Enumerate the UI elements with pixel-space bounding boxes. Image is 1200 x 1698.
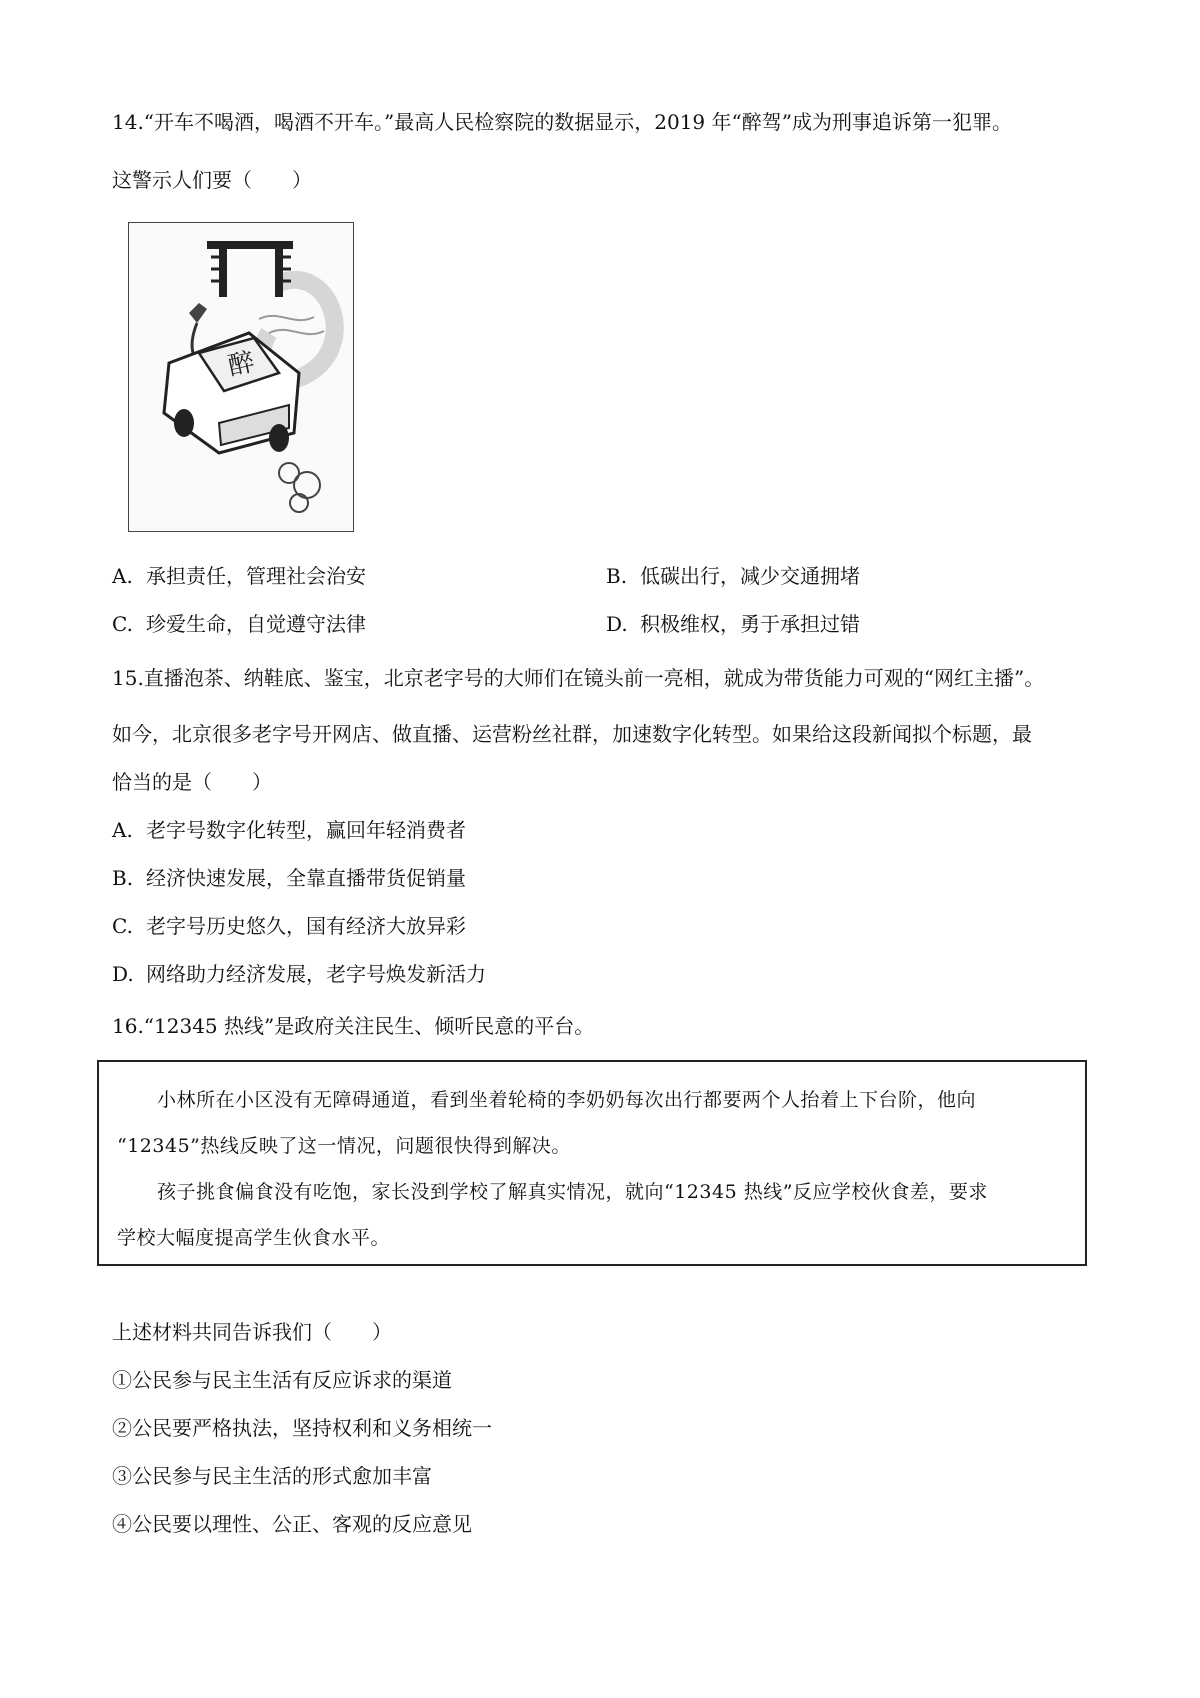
q15-stem-line1: 15.直播泡茶、纳鞋底、鉴宝，北京老字号的大师们在镜头前一亮相，就成为带货能力可观的“网红主播”。 <box>112 666 1045 690</box>
q15-option-a-text: 老字号数字化转型，赢回年轻消费者 <box>146 818 466 842</box>
q15-option-d-letter: D. <box>112 962 134 986</box>
q16-statement-2[interactable]: ②公民要严格执法，坚持权利和义务相统一 <box>112 1416 492 1440</box>
q14-option-c-text: 珍爱生命，自觉遵守法律 <box>146 612 366 636</box>
q14-option-c-letter: C. <box>112 612 133 636</box>
q14-option-d-text: 积极维权，勇于承担过错 <box>640 612 860 636</box>
q15-option-c-text: 老字号历史悠久，国有经济大放异彩 <box>146 914 466 938</box>
q14-stem-line2: 这警示人们要（ ） <box>112 168 312 192</box>
q16-material-line3: 孩子挑食偏食没有吃饱，家长没到学校了解真实情况，就向“12345 热线”反应学校伙食差，要求 <box>157 1181 988 1203</box>
q15-option-d-text: 网络助力经济发展，老字号焕发新活力 <box>146 962 486 986</box>
q16-prompt: 上述材料共同告诉我们（ ） <box>112 1320 392 1344</box>
q14-option-d-letter: D. <box>606 612 628 636</box>
q15-stem-line3: 恰当的是（ ） <box>112 770 272 794</box>
q15-option-c[interactable] <box>112 912 466 940</box>
q16-stem-line1: 16.“12345 热线”是政府关注民生、倾听民意的平台。 <box>112 1014 595 1038</box>
q15-stem-line2: 如今，北京很多老字号开网店、做直播、运营粉丝社群，加速数字化转型。如果给这段新闻拟个标题，最 <box>112 722 1032 746</box>
q14-option-a[interactable] <box>112 562 366 590</box>
cartoon-illustration <box>129 223 353 531</box>
drunk-driving-cartoon <box>128 222 354 532</box>
q14-option-c[interactable] <box>112 610 366 638</box>
q16-statement-4[interactable]: ④公民要以理性、公正、客观的反应意见 <box>112 1512 472 1536</box>
q15-option-b-text: 经济快速发展，全靠直播带货促销量 <box>146 866 466 890</box>
q14-option-a-text: 承担责任，管理社会治安 <box>146 564 366 588</box>
q15-option-a-letter: A. <box>112 818 133 842</box>
q16-material-line2: “12345”热线反映了这一情况，问题很快得到解决。 <box>117 1135 571 1157</box>
q15-option-c-letter: C. <box>112 914 133 938</box>
q15-option-d[interactable] <box>112 960 486 988</box>
q14-option-b-text: 低碳出行，减少交通拥堵 <box>640 564 860 588</box>
q14-stem-line1: 14.“开车不喝酒，喝酒不开车。”最高人民检察院的数据显示，2019 年“醉驾”成为刑事追诉第一犯罪。 <box>112 110 1012 134</box>
q15-option-b[interactable] <box>112 864 466 892</box>
q14-option-b-letter: B. <box>606 564 628 588</box>
q15-option-a[interactable] <box>112 816 466 844</box>
q14-option-d[interactable] <box>606 610 860 638</box>
q16-material-line1: 小林所在小区没有无障碍通道，看到坐着轮椅的李奶奶每次出行都要两个人抬着上下台阶，他向 <box>157 1089 977 1111</box>
q16-statement-3[interactable]: ③公民参与民主生活的形式愈加丰富 <box>112 1464 432 1488</box>
q16-statement-1[interactable]: ①公民参与民主生活有反应诉求的渠道 <box>112 1368 452 1392</box>
car-label-text: 醉 <box>225 347 258 382</box>
q14-option-a-letter: A. <box>112 564 133 588</box>
q16-material-box <box>97 1060 1087 1266</box>
q16-material-line4: 学校大幅度提高学生伙食水平。 <box>117 1227 391 1249</box>
q14-option-b[interactable] <box>606 562 860 590</box>
q15-option-b-letter: B. <box>112 866 134 890</box>
